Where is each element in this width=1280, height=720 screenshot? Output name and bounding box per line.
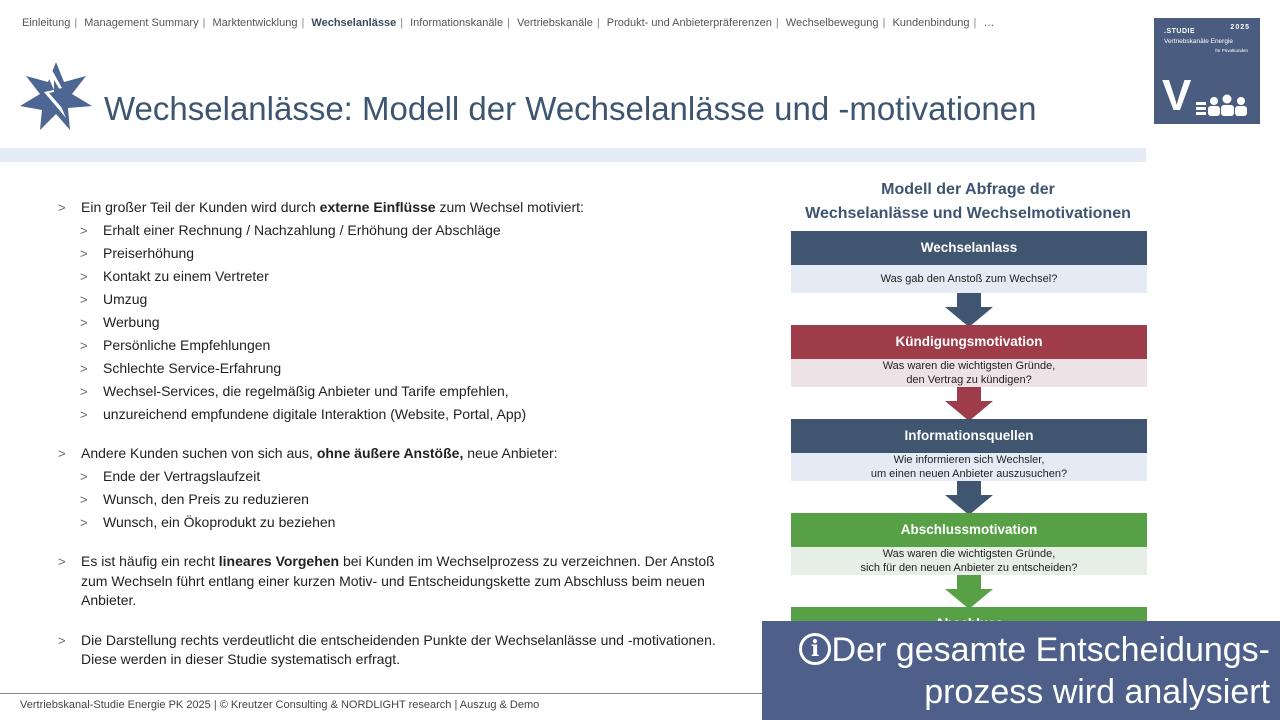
sub-bullet: > Ende der Vertragslaufzeit <box>56 465 716 488</box>
sub-bullet: > Wechsel-Services, die regelmäßig Anbieter und Tarife empfehlen, <box>56 380 716 403</box>
stage-question: Wie informieren sich Wechsler, um einen neuen Anbieter auszusuchen? <box>791 453 1147 481</box>
bullet-internal: > Andere Kunden suchen von sich aus, ohne äußere Anstöße, neue Anbieter: <box>56 442 716 465</box>
title-divider <box>0 148 1146 162</box>
breadcrumb-item-produkt-anbieterpraeferenzen[interactable]: Produkt- und Anbieterpräferenzen <box>606 17 772 29</box>
breadcrumb-item-einleitung[interactable]: Einleitung <box>22 17 71 29</box>
stage-abschlussmotivation: Abschlussmotivation <box>791 513 1147 547</box>
stage-question: Was waren die wichtigsten Gründe, den Vertrag zu kündigen? <box>791 359 1147 387</box>
breadcrumb-item-management-summary[interactable]: Management Summary <box>84 17 199 29</box>
breadcrumb-item-wechselbewegung[interactable]: Wechselbewegung <box>785 17 879 29</box>
breadcrumb-item-marktentwicklung[interactable]: Marktentwicklung <box>212 17 298 29</box>
bullet-content <box>56 196 716 672</box>
sub-bullet: > Wunsch, den Preis zu reduzieren <box>56 488 716 511</box>
badge-letter: V <box>1162 71 1192 120</box>
breadcrumb-item-kundenbindung[interactable]: Kundenbindung <box>892 17 970 29</box>
model-title: Modell der Abfrage der Wechselanlässe und Wechselmotivationen <box>805 181 1131 222</box>
sub-bullet: > Schlechte Service-Erfahrung <box>56 357 716 380</box>
badge-subtitle-small: für Privatkunden <box>1215 48 1248 53</box>
callout-box <box>762 621 1280 720</box>
stage-wechselanlass: Wechselanlass <box>791 231 1147 265</box>
bullet-linear: > Es ist häufig ein recht lineares Vorgehen bei Kunden im Wechselprozess zu verzeichnen. Der Anstoß zum Wechseln führt entlang einer kurzen Motiv- und Entscheidungskette zum Abschluss beim neuen Anbieter. <box>56 550 716 613</box>
info-icon: i <box>799 633 831 665</box>
sub-bullet: > Kontakt zu einem Vertreter <box>56 265 716 288</box>
people-icon <box>1196 94 1252 116</box>
study-badge-logo <box>1154 18 1260 124</box>
sub-bullet: > Erhalt einer Rechnung / Nachzahlung / Erhöhung der Abschläge <box>56 219 716 242</box>
sub-bullet: > Persönliche Empfehlungen <box>56 334 716 357</box>
badge-subtitle: Vertriebskanäle Energie <box>1164 38 1234 45</box>
page-title: Wechselanlässe: Modell der Wechselanlässe und -motivationen <box>104 90 1037 127</box>
breadcrumb-item-informationskanaele[interactable]: Informationskanäle <box>410 17 504 29</box>
badge-studie: .STUDIE <box>1164 28 1196 35</box>
callout-text: Der gesamte Entscheidungs- prozess wird analysiert <box>831 631 1270 711</box>
stage-informationsquellen: Informationsquellen <box>791 419 1147 453</box>
arrow-down-icon <box>945 481 993 515</box>
sub-bullet: > Umzug <box>56 288 716 311</box>
sub-bullet: > unzureichend empfundene digitale Interaktion (Website, Portal, App) <box>56 403 716 426</box>
stage-question: Was gab den Anstoß zum Wechsel? <box>791 265 1147 293</box>
sub-bullet: > Wunsch, ein Ökoprodukt zu beziehen <box>56 511 716 534</box>
breadcrumb-item-vertriebskanaele[interactable]: Vertriebskanäle <box>517 17 593 29</box>
breadcrumb-item-wechselanlaesse[interactable]: Wechselanlässe <box>311 17 397 29</box>
arrow-down-icon <box>945 387 993 421</box>
stage-kuendigungsmotivation: Kündigungsmotivation <box>791 325 1147 359</box>
badge-year: 2025 <box>1230 24 1250 31</box>
footer-text: Vertriebskanal-Studie Energie PK 2025 | © Kreutzer Consulting & NORDLIGHT research | Auszug & Demo <box>20 699 540 711</box>
breadcrumb-item-more[interactable]: … <box>983 17 995 29</box>
stage-question: Was waren die wichtigsten Gründe, sich für den neuen Anbieter zu entscheiden? <box>791 547 1147 575</box>
bullet-summary: > Die Darstellung rechts verdeutlicht die entscheidenden Punkte der Wechselanlässe und -motivationen. Diese werden in dieser Studie systematisch erfragt. <box>56 629 716 672</box>
bullet-external: > Ein großer Teil der Kunden wird durch externe Einflüsse zum Wechsel motiviert: <box>56 196 716 219</box>
breadcrumb: Einleitung | Management Summary | Marktentwicklung | Wechselanlässe | Informationskanäle | Vertriebskanäle | Produkt- und Anbieterpräferenzen | Wechselbewegung | Kundenbindung | … <box>22 17 995 29</box>
arrow-down-icon <box>945 293 993 327</box>
sub-bullet: > Werbung <box>56 311 716 334</box>
footer-divider <box>0 693 762 694</box>
sub-bullet: > Preiserhöhung <box>56 242 716 265</box>
lightning-star-icon <box>18 60 94 132</box>
arrow-down-icon <box>945 575 993 609</box>
